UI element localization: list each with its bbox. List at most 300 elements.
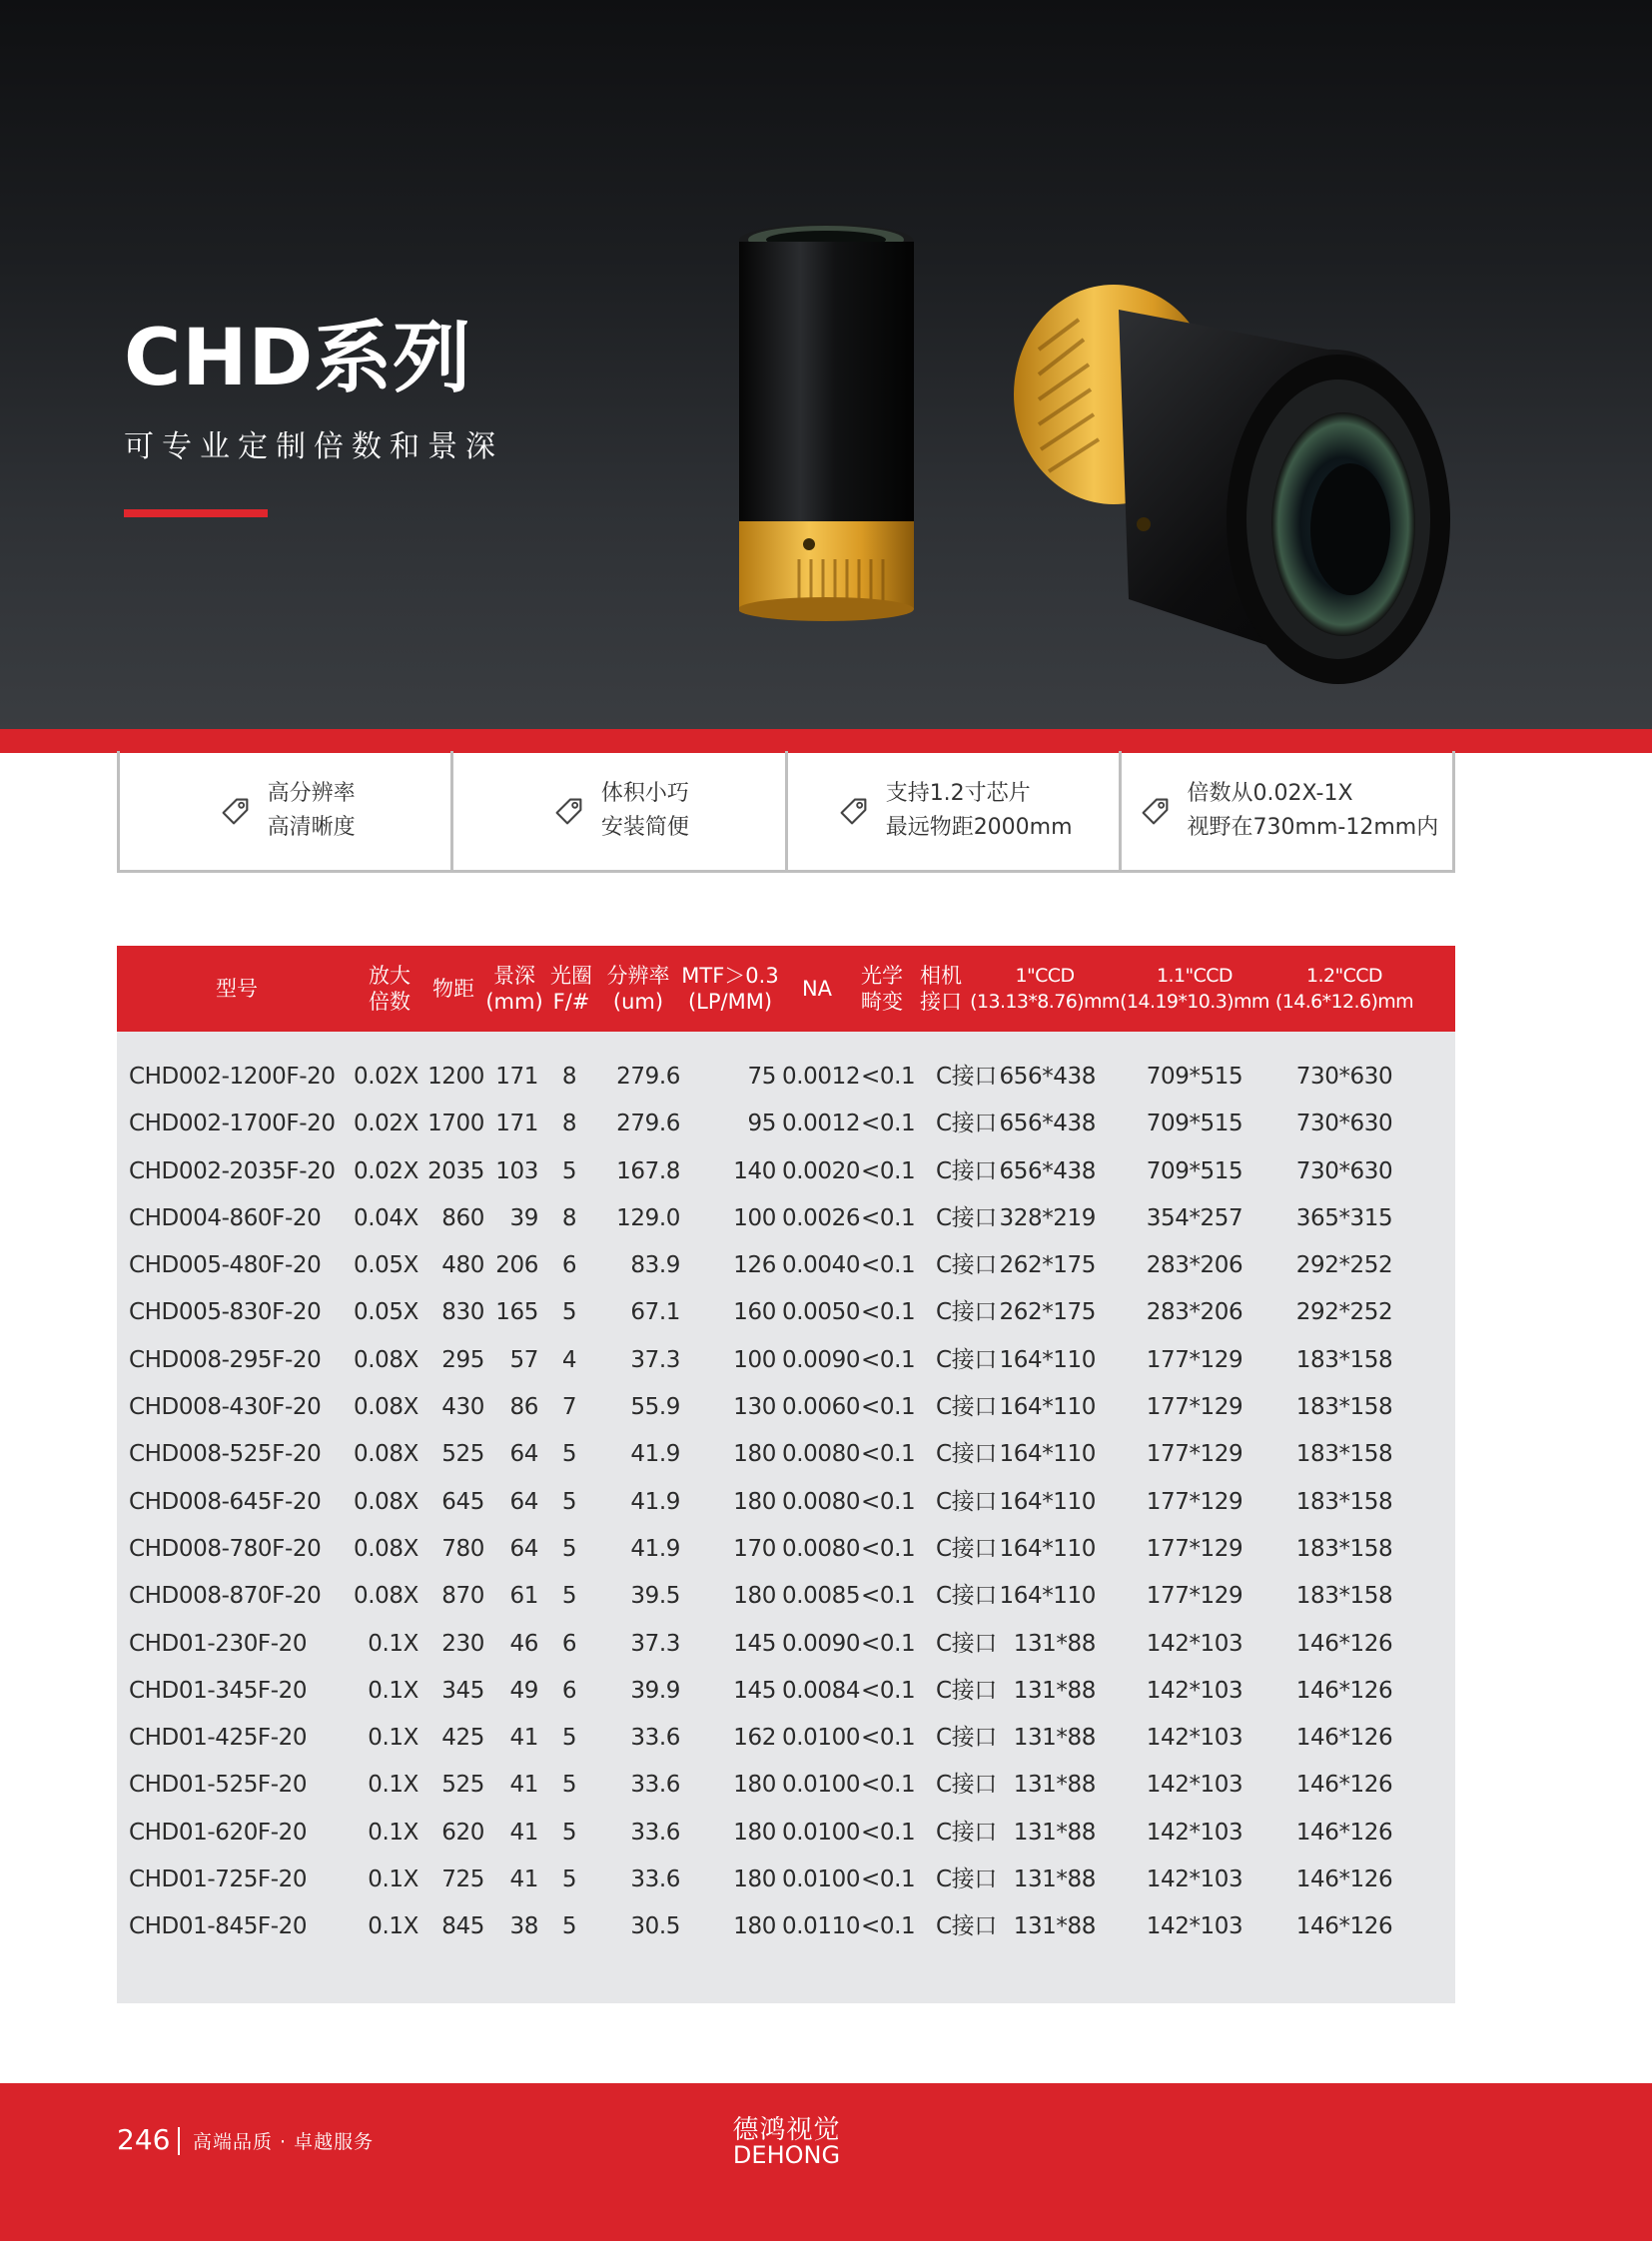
feature-item bbox=[788, 751, 1122, 870]
cell-mtf: 126 bbox=[733, 1252, 776, 1279]
cell-distortion: <0.1 bbox=[861, 1535, 916, 1562]
cell-magnification: 0.05X bbox=[354, 1252, 418, 1279]
cell-model: CHD008-430F-20 bbox=[129, 1394, 322, 1421]
cell-depth-of-field: 41 bbox=[509, 1772, 538, 1799]
table-row bbox=[117, 1857, 1455, 1903]
cell-1-2in-ccd-fov: 146*126 bbox=[1295, 1913, 1393, 1940]
cell-mtf: 180 bbox=[733, 1772, 776, 1799]
cell-depth-of-field: 41 bbox=[509, 1819, 538, 1846]
cell-model: CHD01-345F-20 bbox=[129, 1677, 308, 1704]
table-row bbox=[117, 1573, 1455, 1620]
cell-depth-of-field: 38 bbox=[509, 1913, 538, 1940]
cell-distortion: <0.1 bbox=[861, 1583, 916, 1610]
cell-mount: C接口 bbox=[936, 1064, 997, 1090]
cell-magnification: 0.1X bbox=[368, 1772, 418, 1799]
cell-resolution: 41.9 bbox=[630, 1441, 680, 1468]
cell-1in-ccd-fov: 131*88 bbox=[1013, 1677, 1096, 1704]
cell-model: CHD008-525F-20 bbox=[129, 1441, 322, 1468]
cell-distortion: <0.1 bbox=[861, 1819, 916, 1846]
cell-model: CHD01-425F-20 bbox=[129, 1725, 308, 1752]
cell-1-2in-ccd-fov: 183*158 bbox=[1295, 1535, 1393, 1562]
table-row bbox=[117, 1479, 1455, 1526]
header-mtf: MTF＞0.3 (LP/MM) bbox=[681, 964, 779, 1014]
table-row bbox=[117, 1101, 1455, 1147]
cell-mtf: 180 bbox=[733, 1819, 776, 1846]
cell-mtf: 140 bbox=[733, 1157, 776, 1184]
cell-model: CHD008-645F-20 bbox=[129, 1488, 322, 1515]
cell-na: 0.0100 bbox=[782, 1819, 861, 1846]
cell-mount: C接口 bbox=[936, 1819, 997, 1846]
cell-distortion: <0.1 bbox=[861, 1064, 916, 1090]
cell-1-2in-ccd-fov: 146*126 bbox=[1295, 1819, 1393, 1846]
cell-na: 0.0090 bbox=[782, 1346, 861, 1373]
cell-resolution: 37.3 bbox=[630, 1630, 680, 1657]
cell-working-distance: 645 bbox=[441, 1488, 484, 1515]
feature-line-1: 高分辨率 bbox=[267, 780, 356, 806]
cell-resolution: 279.6 bbox=[616, 1111, 680, 1137]
table-header bbox=[117, 946, 1455, 1032]
cell-depth-of-field: 171 bbox=[495, 1064, 538, 1090]
cell-resolution: 167.8 bbox=[616, 1157, 680, 1184]
cell-aperture: 8 bbox=[561, 1111, 577, 1137]
cell-1in-ccd-fov: 131*88 bbox=[1013, 1867, 1096, 1893]
feature-line-2: 安装简便 bbox=[600, 814, 689, 840]
cell-depth-of-field: 39 bbox=[509, 1204, 538, 1231]
feature-line-2: 高清晰度 bbox=[267, 814, 356, 840]
tag-icon bbox=[834, 792, 872, 830]
feature-line-2: 视野在730mm-12mm内 bbox=[1187, 814, 1439, 840]
cell-na: 0.0012 bbox=[782, 1111, 861, 1137]
cell-model: CHD01-725F-20 bbox=[129, 1867, 308, 1893]
cell-1in-ccd-fov: 262*175 bbox=[999, 1299, 1096, 1326]
cell-na: 0.0026 bbox=[782, 1204, 861, 1231]
table-row bbox=[117, 1195, 1455, 1242]
cell-1-1in-ccd-fov: 283*206 bbox=[1146, 1252, 1243, 1279]
cell-magnification: 0.02X bbox=[354, 1064, 418, 1090]
cell-1in-ccd-fov: 131*88 bbox=[1013, 1913, 1096, 1940]
cell-1-1in-ccd-fov: 354*257 bbox=[1146, 1204, 1243, 1231]
cell-1-1in-ccd-fov: 283*206 bbox=[1146, 1299, 1243, 1326]
cell-aperture: 5 bbox=[561, 1488, 577, 1515]
cell-working-distance: 830 bbox=[441, 1299, 484, 1326]
cell-1-1in-ccd-fov: 142*103 bbox=[1146, 1677, 1243, 1704]
cell-distortion: <0.1 bbox=[861, 1299, 916, 1326]
cell-na: 0.0080 bbox=[782, 1441, 861, 1468]
cell-magnification: 0.08X bbox=[354, 1488, 418, 1515]
cell-1in-ccd-fov: 262*175 bbox=[999, 1252, 1096, 1279]
cell-aperture: 5 bbox=[561, 1772, 577, 1799]
table-row bbox=[117, 1810, 1455, 1857]
cell-depth-of-field: 86 bbox=[509, 1394, 538, 1421]
cell-1-2in-ccd-fov: 730*630 bbox=[1295, 1064, 1393, 1090]
cell-1-1in-ccd-fov: 709*515 bbox=[1146, 1064, 1243, 1090]
cell-working-distance: 480 bbox=[441, 1252, 484, 1279]
cell-distortion: <0.1 bbox=[861, 1725, 916, 1752]
cell-na: 0.0100 bbox=[782, 1772, 861, 1799]
cell-na: 0.0100 bbox=[782, 1867, 861, 1893]
cell-mtf: 180 bbox=[733, 1488, 776, 1515]
cell-resolution: 39.5 bbox=[630, 1583, 680, 1610]
spec-table bbox=[117, 946, 1455, 2003]
cell-1-2in-ccd-fov: 183*158 bbox=[1295, 1488, 1393, 1515]
cell-resolution: 33.6 bbox=[630, 1725, 680, 1752]
cell-working-distance: 860 bbox=[441, 1204, 484, 1231]
series-subtitle: 可专业定制倍数和景深 bbox=[124, 429, 503, 464]
cell-distortion: <0.1 bbox=[861, 1157, 916, 1184]
cell-working-distance: 870 bbox=[441, 1583, 484, 1610]
cell-1-2in-ccd-fov: 146*126 bbox=[1295, 1725, 1393, 1752]
cell-aperture: 5 bbox=[561, 1819, 577, 1846]
cell-1in-ccd-fov: 164*110 bbox=[999, 1441, 1096, 1468]
cell-mtf: 100 bbox=[733, 1346, 776, 1373]
feature-line-1: 倍数从0.02X-1X bbox=[1187, 780, 1353, 806]
cell-1-2in-ccd-fov: 146*126 bbox=[1295, 1677, 1393, 1704]
cell-working-distance: 525 bbox=[441, 1441, 484, 1468]
cell-resolution: 30.5 bbox=[630, 1913, 680, 1940]
cell-mtf: 180 bbox=[733, 1583, 776, 1610]
table-row bbox=[117, 1148, 1455, 1195]
cell-magnification: 0.1X bbox=[368, 1913, 418, 1940]
cell-na: 0.0100 bbox=[782, 1725, 861, 1752]
header-red-stripe bbox=[0, 729, 1652, 753]
cell-working-distance: 430 bbox=[441, 1394, 484, 1421]
cell-1in-ccd-fov: 131*88 bbox=[1013, 1725, 1096, 1752]
page-number: 246 bbox=[117, 2123, 171, 2156]
cell-model: CHD005-830F-20 bbox=[129, 1299, 322, 1326]
tag-icon bbox=[549, 792, 587, 830]
cell-resolution: 33.6 bbox=[630, 1867, 680, 1893]
cell-1-2in-ccd-fov: 365*315 bbox=[1295, 1204, 1393, 1231]
cell-mtf: 95 bbox=[747, 1111, 776, 1137]
cell-aperture: 7 bbox=[561, 1394, 577, 1421]
feature-item bbox=[120, 751, 453, 870]
cell-aperture: 5 bbox=[561, 1441, 577, 1468]
cell-working-distance: 1200 bbox=[427, 1064, 484, 1090]
cell-magnification: 0.08X bbox=[354, 1441, 418, 1468]
cell-magnification: 0.08X bbox=[354, 1583, 418, 1610]
table-row bbox=[117, 1337, 1455, 1384]
cell-1-1in-ccd-fov: 709*515 bbox=[1146, 1157, 1243, 1184]
cell-1-1in-ccd-fov: 142*103 bbox=[1146, 1772, 1243, 1799]
cell-working-distance: 780 bbox=[441, 1535, 484, 1562]
cell-1-1in-ccd-fov: 177*129 bbox=[1146, 1394, 1243, 1421]
cell-mount: C接口 bbox=[936, 1252, 997, 1279]
header-magnification: 放大 倍数 bbox=[369, 964, 411, 1014]
cell-distortion: <0.1 bbox=[861, 1913, 916, 1940]
cell-1-1in-ccd-fov: 142*103 bbox=[1146, 1630, 1243, 1657]
table-row bbox=[117, 1289, 1455, 1336]
cell-mtf: 160 bbox=[733, 1299, 776, 1326]
cell-depth-of-field: 64 bbox=[509, 1535, 538, 1562]
table-row bbox=[117, 1526, 1455, 1573]
cell-mtf: 170 bbox=[733, 1535, 776, 1562]
cell-magnification: 0.1X bbox=[368, 1725, 418, 1752]
feature-item bbox=[453, 751, 787, 870]
cell-mtf: 130 bbox=[733, 1394, 776, 1421]
cell-distortion: <0.1 bbox=[861, 1252, 916, 1279]
table-row bbox=[117, 1715, 1455, 1762]
cell-aperture: 5 bbox=[561, 1867, 577, 1893]
cell-depth-of-field: 64 bbox=[509, 1441, 538, 1468]
cell-1-1in-ccd-fov: 177*129 bbox=[1146, 1535, 1243, 1562]
cell-magnification: 0.08X bbox=[354, 1394, 418, 1421]
header-mount: 相机 接口 bbox=[920, 964, 962, 1014]
feature-strip bbox=[117, 751, 1455, 873]
cell-1-2in-ccd-fov: 292*252 bbox=[1295, 1299, 1393, 1326]
feature-item bbox=[1122, 751, 1455, 870]
cell-1-2in-ccd-fov: 183*158 bbox=[1295, 1583, 1393, 1610]
cell-1in-ccd-fov: 656*438 bbox=[999, 1157, 1096, 1184]
cell-mount: C接口 bbox=[936, 1725, 997, 1752]
cell-model: CHD01-230F-20 bbox=[129, 1630, 308, 1657]
cell-mount: C接口 bbox=[936, 1583, 997, 1610]
cell-mount: C接口 bbox=[936, 1630, 997, 1657]
table-row bbox=[117, 1431, 1455, 1478]
cell-na: 0.0090 bbox=[782, 1630, 861, 1657]
cell-na: 0.0050 bbox=[782, 1299, 861, 1326]
cell-1-2in-ccd-fov: 730*630 bbox=[1295, 1111, 1393, 1137]
cell-1in-ccd-fov: 656*438 bbox=[999, 1064, 1096, 1090]
cell-distortion: <0.1 bbox=[861, 1772, 916, 1799]
table-body bbox=[117, 1054, 1455, 1951]
cell-mtf: 180 bbox=[733, 1441, 776, 1468]
cell-model: CHD002-1700F-20 bbox=[129, 1111, 336, 1137]
header-model: 型号 bbox=[216, 977, 258, 1001]
cell-magnification: 0.1X bbox=[368, 1819, 418, 1846]
cell-na: 0.0012 bbox=[782, 1064, 861, 1090]
cell-depth-of-field: 41 bbox=[509, 1867, 538, 1893]
cell-1in-ccd-fov: 131*88 bbox=[1013, 1772, 1096, 1799]
cell-1in-ccd-fov: 131*88 bbox=[1013, 1630, 1096, 1657]
table-row bbox=[117, 1668, 1455, 1715]
cell-aperture: 6 bbox=[561, 1630, 577, 1657]
cell-magnification: 0.08X bbox=[354, 1346, 418, 1373]
table-row bbox=[117, 1242, 1455, 1289]
cell-na: 0.0085 bbox=[782, 1583, 861, 1610]
cell-1-2in-ccd-fov: 146*126 bbox=[1295, 1630, 1393, 1657]
cell-model: CHD005-480F-20 bbox=[129, 1252, 322, 1279]
cell-na: 0.0040 bbox=[782, 1252, 861, 1279]
cell-depth-of-field: 46 bbox=[509, 1630, 538, 1657]
cell-working-distance: 845 bbox=[441, 1913, 484, 1940]
table-row bbox=[117, 1384, 1455, 1431]
cell-1in-ccd-fov: 328*219 bbox=[999, 1204, 1096, 1231]
footer-slogan: 高端品质 · 卓越服务 bbox=[193, 2131, 375, 2153]
cell-resolution: 41.9 bbox=[630, 1488, 680, 1515]
cell-1-2in-ccd-fov: 730*630 bbox=[1295, 1157, 1393, 1184]
brand-name-cn: 德鸿视觉 bbox=[732, 2115, 841, 2145]
cell-mount: C接口 bbox=[936, 1299, 997, 1326]
cell-mount: C接口 bbox=[936, 1488, 997, 1515]
cell-1-1in-ccd-fov: 142*103 bbox=[1146, 1725, 1243, 1752]
cell-working-distance: 425 bbox=[441, 1725, 484, 1752]
cell-mtf: 100 bbox=[733, 1204, 776, 1231]
header-working-distance: 物距 bbox=[432, 977, 474, 1001]
cell-aperture: 6 bbox=[561, 1252, 577, 1279]
cell-working-distance: 295 bbox=[441, 1346, 484, 1373]
cell-1in-ccd-fov: 164*110 bbox=[999, 1488, 1096, 1515]
table-row bbox=[117, 1621, 1455, 1668]
cell-magnification: 0.02X bbox=[354, 1111, 418, 1137]
cell-na: 0.0110 bbox=[782, 1913, 861, 1940]
cell-mount: C接口 bbox=[936, 1677, 997, 1704]
cell-distortion: <0.1 bbox=[861, 1346, 916, 1373]
cell-mount: C接口 bbox=[936, 1157, 997, 1184]
cell-resolution: 41.9 bbox=[630, 1535, 680, 1562]
cell-mtf: 145 bbox=[733, 1677, 776, 1704]
header-1-2in-ccd: 1.2"CCD (14.6*12.6)mm bbox=[1274, 965, 1414, 1013]
cell-1-1in-ccd-fov: 142*103 bbox=[1146, 1913, 1243, 1940]
cell-1in-ccd-fov: 131*88 bbox=[1013, 1819, 1096, 1846]
cell-model: CHD008-780F-20 bbox=[129, 1535, 322, 1562]
cell-mount: C接口 bbox=[936, 1111, 997, 1137]
cell-distortion: <0.1 bbox=[861, 1204, 916, 1231]
cell-model: CHD002-1200F-20 bbox=[129, 1064, 336, 1090]
cell-model: CHD002-2035F-20 bbox=[129, 1157, 336, 1184]
cell-depth-of-field: 41 bbox=[509, 1725, 538, 1752]
cell-distortion: <0.1 bbox=[861, 1441, 916, 1468]
cell-magnification: 0.1X bbox=[368, 1867, 418, 1893]
cell-magnification: 0.1X bbox=[368, 1630, 418, 1657]
cell-working-distance: 525 bbox=[441, 1772, 484, 1799]
page-footer bbox=[0, 2083, 1652, 2241]
hero-banner bbox=[0, 0, 1652, 731]
header-aperture: 光圈 F/# bbox=[550, 964, 592, 1014]
cell-mtf: 180 bbox=[733, 1867, 776, 1893]
cell-na: 0.0080 bbox=[782, 1535, 861, 1562]
cell-aperture: 5 bbox=[561, 1299, 577, 1326]
cell-model: CHD01-620F-20 bbox=[129, 1819, 308, 1846]
cell-working-distance: 230 bbox=[441, 1630, 484, 1657]
cell-resolution: 39.9 bbox=[630, 1677, 680, 1704]
tag-icon bbox=[216, 792, 254, 830]
cell-depth-of-field: 49 bbox=[509, 1677, 538, 1704]
header-1-1in-ccd: 1.1"CCD (14.19*10.3)mm bbox=[1120, 965, 1269, 1013]
cell-mtf: 145 bbox=[733, 1630, 776, 1657]
cell-resolution: 83.9 bbox=[630, 1252, 680, 1279]
cell-magnification: 0.04X bbox=[354, 1204, 418, 1231]
cell-na: 0.0020 bbox=[782, 1157, 861, 1184]
cell-depth-of-field: 64 bbox=[509, 1488, 538, 1515]
cell-working-distance: 2035 bbox=[427, 1157, 484, 1184]
cell-depth-of-field: 57 bbox=[509, 1346, 538, 1373]
cell-1-2in-ccd-fov: 183*158 bbox=[1295, 1441, 1393, 1468]
cell-mount: C接口 bbox=[936, 1772, 997, 1799]
cell-1-1in-ccd-fov: 142*103 bbox=[1146, 1867, 1243, 1893]
tag-icon bbox=[1136, 792, 1174, 830]
cell-depth-of-field: 165 bbox=[495, 1299, 538, 1326]
cell-aperture: 4 bbox=[561, 1346, 577, 1373]
cell-distortion: <0.1 bbox=[861, 1111, 916, 1137]
cell-working-distance: 620 bbox=[441, 1819, 484, 1846]
cell-1in-ccd-fov: 164*110 bbox=[999, 1583, 1096, 1610]
cell-mount: C接口 bbox=[936, 1867, 997, 1893]
cell-mount: C接口 bbox=[936, 1394, 997, 1421]
cell-mount: C接口 bbox=[936, 1204, 997, 1231]
cell-aperture: 5 bbox=[561, 1913, 577, 1940]
cell-aperture: 8 bbox=[561, 1204, 577, 1231]
cell-1-1in-ccd-fov: 177*129 bbox=[1146, 1488, 1243, 1515]
feature-line-2: 最远物距2000mm bbox=[885, 814, 1073, 840]
cell-1in-ccd-fov: 656*438 bbox=[999, 1111, 1096, 1137]
cell-1-1in-ccd-fov: 177*129 bbox=[1146, 1583, 1243, 1610]
lens-product-image bbox=[739, 200, 1458, 699]
cell-1-2in-ccd-fov: 183*158 bbox=[1295, 1394, 1393, 1421]
cell-1-1in-ccd-fov: 142*103 bbox=[1146, 1819, 1243, 1846]
cell-working-distance: 725 bbox=[441, 1867, 484, 1893]
cell-mount: C接口 bbox=[936, 1535, 997, 1562]
table-row bbox=[117, 1762, 1455, 1809]
cell-distortion: <0.1 bbox=[861, 1630, 916, 1657]
cell-model: CHD01-845F-20 bbox=[129, 1913, 308, 1940]
cell-depth-of-field: 206 bbox=[495, 1252, 538, 1279]
cell-resolution: 33.6 bbox=[630, 1819, 680, 1846]
cell-resolution: 37.3 bbox=[630, 1346, 680, 1373]
cell-aperture: 6 bbox=[561, 1677, 577, 1704]
cell-1in-ccd-fov: 164*110 bbox=[999, 1346, 1096, 1373]
cell-resolution: 55.9 bbox=[630, 1394, 680, 1421]
header-1in-ccd: 1"CCD (13.13*8.76)mm bbox=[970, 965, 1120, 1013]
cell-model: CHD008-870F-20 bbox=[129, 1583, 322, 1610]
cell-magnification: 0.05X bbox=[354, 1299, 418, 1326]
cell-1-2in-ccd-fov: 183*158 bbox=[1295, 1346, 1393, 1373]
cell-magnification: 0.08X bbox=[354, 1535, 418, 1562]
cell-magnification: 0.02X bbox=[354, 1157, 418, 1184]
feature-line-1: 体积小巧 bbox=[600, 780, 689, 806]
cell-magnification: 0.1X bbox=[368, 1677, 418, 1704]
series-title: CHD系列 bbox=[124, 314, 472, 403]
cell-na: 0.0060 bbox=[782, 1394, 861, 1421]
cell-na: 0.0084 bbox=[782, 1677, 861, 1704]
cell-model: CHD004-860F-20 bbox=[129, 1204, 322, 1231]
cell-mtf: 180 bbox=[733, 1913, 776, 1940]
cell-mount: C接口 bbox=[936, 1346, 997, 1373]
cell-resolution: 279.6 bbox=[616, 1064, 680, 1090]
cell-aperture: 8 bbox=[561, 1064, 577, 1090]
cell-1-1in-ccd-fov: 709*515 bbox=[1146, 1111, 1243, 1137]
cell-distortion: <0.1 bbox=[861, 1394, 916, 1421]
cell-distortion: <0.1 bbox=[861, 1488, 916, 1515]
cell-mount: C接口 bbox=[936, 1913, 997, 1940]
cell-depth-of-field: 103 bbox=[495, 1157, 538, 1184]
cell-aperture: 5 bbox=[561, 1157, 577, 1184]
header-resolution: 分辨率 (um) bbox=[606, 964, 670, 1014]
cell-mtf: 162 bbox=[733, 1725, 776, 1752]
cell-depth-of-field: 171 bbox=[495, 1111, 538, 1137]
cell-mtf: 75 bbox=[747, 1064, 776, 1090]
cell-aperture: 5 bbox=[561, 1535, 577, 1562]
cell-na: 0.0080 bbox=[782, 1488, 861, 1515]
cell-model: CHD008-295F-20 bbox=[129, 1346, 322, 1373]
title-underline bbox=[124, 509, 268, 517]
cell-1in-ccd-fov: 164*110 bbox=[999, 1535, 1096, 1562]
cell-distortion: <0.1 bbox=[861, 1677, 916, 1704]
cell-aperture: 5 bbox=[561, 1583, 577, 1610]
cell-resolution: 129.0 bbox=[616, 1204, 680, 1231]
header-distortion: 光学 畸变 bbox=[861, 964, 903, 1014]
table-row bbox=[117, 1054, 1455, 1101]
cell-mount: C接口 bbox=[936, 1441, 997, 1468]
cell-1in-ccd-fov: 164*110 bbox=[999, 1394, 1096, 1421]
cell-1-2in-ccd-fov: 292*252 bbox=[1295, 1252, 1393, 1279]
cell-1-2in-ccd-fov: 146*126 bbox=[1295, 1867, 1393, 1893]
brand-name-en: DEHONG bbox=[732, 2141, 841, 2169]
cell-working-distance: 345 bbox=[441, 1677, 484, 1704]
cell-resolution: 67.1 bbox=[630, 1299, 680, 1326]
table-row bbox=[117, 1903, 1455, 1950]
cell-aperture: 5 bbox=[561, 1725, 577, 1752]
cell-model: CHD01-525F-20 bbox=[129, 1772, 308, 1799]
